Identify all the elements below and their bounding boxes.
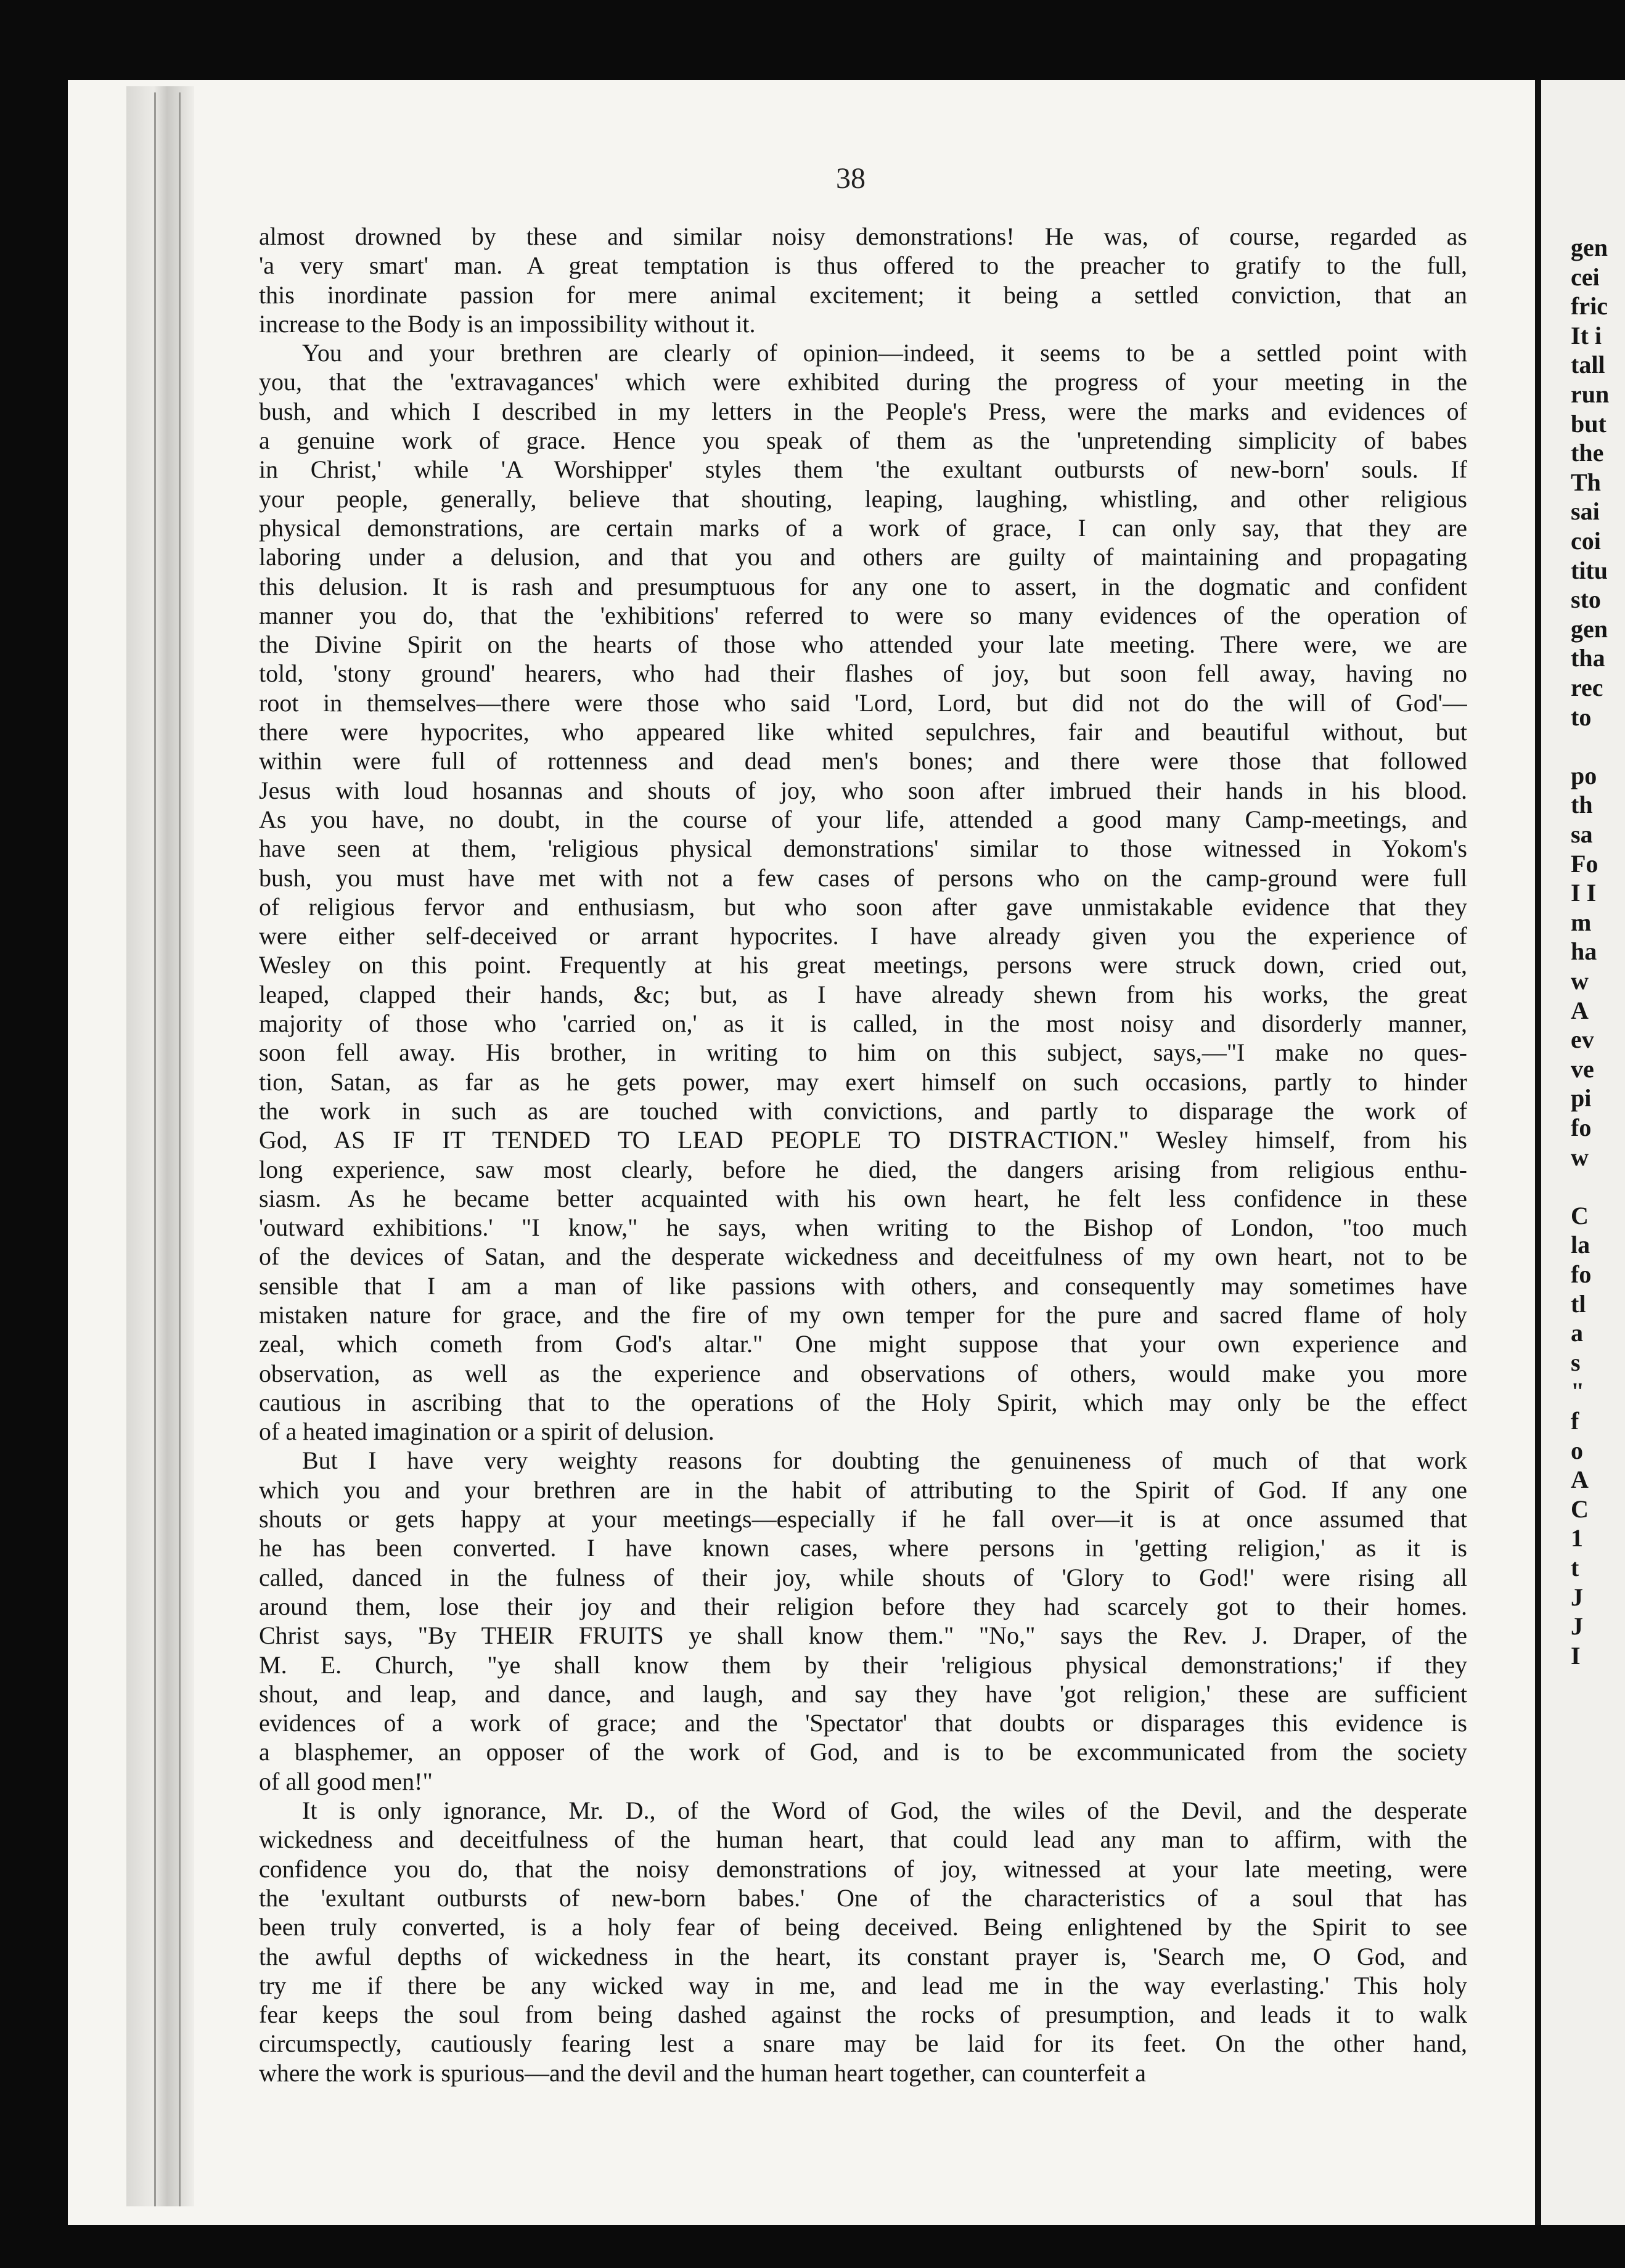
- text-line: bush, and which I described in my letters in the People's Press, were the marks and evidences of: [259, 397, 1467, 425]
- text-line: where the work is spurious—and the devil and the human heart together, can counterfeit a: [259, 2058, 1147, 2087]
- right-page-fragment: 1: [1571, 1524, 1583, 1552]
- right-page-fragment: ": [1571, 1377, 1585, 1406]
- text-line: have seen at them, 'religious physical demonstrations' similar to those witnessed in Yokom's: [259, 834, 1467, 863]
- text-line: try me if there be any wicked way in me, and lead me in the way everlasting.' This holy: [259, 1971, 1467, 1999]
- right-page-fragment: coi: [1571, 527, 1601, 555]
- right-page-fragment: f: [1571, 1407, 1579, 1435]
- text-line: were either self-deceived or arrant hypocrites. I have already given you the experience of: [259, 922, 1467, 950]
- gutter-line: [179, 92, 181, 2206]
- right-page-fragment: I I: [1571, 879, 1597, 907]
- text-line: God, AS IF IT TENDED TO LEAD PEOPLE TO DISTRACTION." Wesley himself, from his: [259, 1126, 1467, 1154]
- text-line: a genuine work of grace. Hence you speak of them as the 'unpretending simplicity of babes: [259, 426, 1467, 455]
- text-line: zeal, which cometh from God's altar." One might suppose that your own experience and: [259, 1330, 1467, 1358]
- text-line: around them, lose their joy and their religion before they had scarcely got to their homes.: [259, 1592, 1467, 1620]
- text-line: 'a very smart' man. A great temptation is thus offered to the preacher to gratify to the full,: [259, 251, 1467, 280]
- right-page-fragment: rec: [1571, 674, 1603, 701]
- right-page-fragment: C: [1571, 1495, 1589, 1523]
- right-page-fragment: J: [1571, 1583, 1583, 1611]
- text-line: the work in such as are touched with convictions, and partly to disparage the work of: [259, 1096, 1467, 1125]
- text-line: the awful depths of wickedness in the heart, its constant prayer is, 'Search me, O God, and: [259, 1942, 1467, 1970]
- right-page-fragment: tha: [1571, 644, 1605, 672]
- text-line: M. E. Church, "ye shall know them by their 'religious physical demonstrations;' if they: [259, 1650, 1467, 1679]
- right-page-fragment: w: [1571, 1143, 1589, 1171]
- right-page-fragment: w: [1571, 967, 1589, 995]
- text-line: a blasphemer, an opposer of the work of God, and is to be excommunicated from the society: [259, 1738, 1467, 1766]
- text-line: mistaken nature for grace, and the fire of my own temper for the pure and sacred flame of holy: [259, 1300, 1467, 1329]
- text-line: confidence you do, that the noisy demonstrations of joy, witnessed at your late meeting, were: [259, 1854, 1467, 1883]
- text-line: It is only ignorance, Mr. D., of the Word of God, the wiles of the Devil, and the desperate: [302, 1797, 1467, 1825]
- right-page-fragment: ve: [1571, 1054, 1594, 1083]
- right-page-fragment: tl: [1571, 1289, 1586, 1318]
- text-line: long experience, saw most clearly, before he died, the dangers arising from religious enthu-: [259, 1155, 1467, 1183]
- right-page-fragment: sto: [1571, 585, 1601, 614]
- text-line: Christ says, "By THEIR FRUITS ye shall know them." "No," says the Rev. J. Draper, of the: [259, 1621, 1467, 1650]
- text-line: this inordinate passion for mere animal excitement; it being a settled conviction, that an: [259, 280, 1467, 309]
- text-line: soon fell away. His brother, in writing to him on this subject, says,—"I make no ques-: [259, 1038, 1467, 1067]
- right-page-fragment: fo: [1571, 1114, 1592, 1141]
- text-line: Jesus with loud hosannas and shouts of joy, who soon after imbrued their hands in his blood.: [259, 776, 1467, 804]
- text-line: there were hypocrites, who appeared like whited sepulchres, fair and beautiful without, but: [259, 718, 1467, 746]
- text-line: circumspectly, cautiously fearing lest a snare may be laid for its feet. On the other hand,: [259, 2029, 1467, 2058]
- text-line: leaped, clapped their hands, &c; but, as I have already shewn from his works, the great: [259, 980, 1467, 1008]
- right-page-fragment: sai: [1571, 497, 1600, 526]
- text-line: told, 'stony ground' hearers, who had their flashes of joy, but soon fell away, having no: [259, 659, 1467, 688]
- text-line: observation, as well as the experience and observations of others, would make you more: [259, 1359, 1467, 1387]
- text-line: siasm. As he became better acquainted with his own heart, he felt less confidence in these: [259, 1184, 1467, 1212]
- text-line: physical demonstrations, are certain marks of a work of grace, I can only say, that they are: [259, 513, 1467, 542]
- body-text: [259, 222, 1467, 2087]
- right-page-fragment: fric: [1571, 292, 1608, 320]
- right-page-fragment: It i: [1571, 321, 1602, 349]
- right-page-fragment: m: [1571, 908, 1592, 936]
- text-line: been truly converted, is a holy fear of being deceived. Being enlightened by the Spirit to see: [259, 1913, 1467, 1941]
- text-line: within were full of rottenness and dead men's bones; and there were those that followed: [259, 747, 1467, 775]
- text-line: evidences of a work of grace; and the 'Spectator' that doubts or disparages this evidence is: [259, 1709, 1467, 1737]
- right-page-fragment: th: [1571, 791, 1593, 819]
- text-line: he has been converted. I have known cases, where persons in 'getting religion,' as it is: [259, 1534, 1467, 1562]
- text-line: Wesley on this point. Frequently at his great meetings, persons were struck down, cried out,: [259, 951, 1467, 979]
- right-page-fragment: C: [1571, 1201, 1589, 1230]
- text-line: shout, and leap, and dance, and laugh, and say they have 'got religion,' these are sufficient: [259, 1679, 1467, 1708]
- right-page-fragment: fo: [1571, 1260, 1592, 1288]
- gutter-line: [154, 92, 156, 2206]
- right-page-fragment: o: [1571, 1436, 1583, 1464]
- right-page-fragment: ha: [1571, 937, 1597, 966]
- text-line: this delusion. It is rash and presumptuous for any one to assert, in the dogmatic and confident: [259, 572, 1467, 600]
- text-line: which you and your brethren are in the habit of attributing to the Spirit of God. If any one: [259, 1475, 1467, 1504]
- right-page-fragment: but: [1571, 409, 1607, 438]
- right-page-fragment: gen: [1571, 234, 1608, 261]
- text-line: shouts or gets happy at your meetings—especially if he fall over—it is at once assumed that: [259, 1505, 1467, 1533]
- right-page-fragment: A: [1571, 996, 1589, 1024]
- text-line: 'outward exhibitions.' "I know," he says, when writing to the Bishop of London, "too much: [259, 1214, 1467, 1242]
- text-line: cautious in ascribing that to the operations of the Holy Spirit, which may only be the effect: [259, 1388, 1467, 1416]
- page-gutter: [126, 86, 194, 2206]
- text-line: of religious fervor and enthusiasm, but who soon after gave unmistakable evidence that they: [259, 892, 1467, 921]
- text-line: called, danced in the fulness of their joy, while shouts of 'Glory to God!' were rising all: [259, 1563, 1467, 1591]
- text-line: laboring under a delusion, and that you and others are guilty of maintaining and propagating: [259, 543, 1467, 571]
- right-page-fragment: J: [1571, 1612, 1583, 1641]
- right-page-fragment: t: [1571, 1554, 1579, 1581]
- text-line: bush, you must have met with not a few cases of persons who on the camp-ground were full: [259, 863, 1467, 892]
- text-line: But I have very weighty reasons for doubting the genuineness of much of that work: [302, 1446, 1467, 1475]
- right-page-fragment: Fo: [1571, 849, 1598, 878]
- right-page-fragment: ev: [1571, 1026, 1594, 1054]
- text-line: manner you do, that the 'exhibitions' referred to were so many evidences of the operation of: [259, 601, 1467, 629]
- text-line: You and your brethren are clearly of opinion—indeed, it seems to be a settled point with: [302, 339, 1467, 367]
- text-line: increase to the Body is an impossibility without it.: [259, 309, 756, 338]
- right-page-fragment: run: [1571, 380, 1610, 408]
- text-line: fear keeps the soul from being dashed against the rocks of presumption, and leads it to walk: [259, 2001, 1467, 2029]
- right-page-fragment: cei: [1571, 263, 1600, 291]
- text-line: the 'exultant outbursts of new-born babes.' One of the characteristics of a soul that has: [259, 1883, 1467, 1912]
- right-page-fragment: a: [1571, 1319, 1583, 1347]
- right-page-fragment: pi: [1571, 1084, 1592, 1112]
- text-line: wickedness and deceitfulness of the human heart, that could lead any man to affirm, with the: [259, 1825, 1467, 1854]
- right-page-fragment: tall: [1571, 351, 1605, 379]
- page-separator: [1535, 80, 1541, 2225]
- right-page-fragment: la: [1571, 1231, 1590, 1259]
- text-line: As you have, no doubt, in the course of your life, attended a good many Camp-meetings, and: [259, 805, 1467, 833]
- text-line: you, that the 'extravagances' which were exhibited during the progress of your meeting in the: [259, 368, 1467, 396]
- right-page-fragment: the: [1571, 439, 1604, 467]
- text-line: of all good men!": [259, 1767, 433, 1795]
- right-page-fragment: Th: [1571, 468, 1601, 496]
- right-page-fragment: I: [1571, 1641, 1581, 1670]
- right-page-fragment: A: [1571, 1466, 1589, 1494]
- text-line: of the devices of Satan, and the desperate wickedness and deceitfulness of my own heart, not to be: [259, 1242, 1467, 1271]
- text-line: majority of those who 'carried on,' as it is called, in the most noisy and disorderly manner,: [259, 1010, 1467, 1038]
- text-line: of a heated imagination or a spirit of delusion.: [259, 1418, 714, 1446]
- right-page-fragment: s: [1571, 1348, 1581, 1376]
- text-line: almost drowned by these and similar noisy demonstrations! He was, of course, regarded as: [259, 222, 1467, 250]
- text-line: root in themselves—there were those who said 'Lord, Lord, but did not do the will of God'—: [259, 688, 1467, 717]
- text-line: in Christ,' while 'A Worshipper' styles them 'the exultant outbursts of new-born' souls. If: [259, 455, 1467, 484]
- text-line: sensible that I am a man of like passions with others, and consequently may sometimes have: [259, 1271, 1467, 1300]
- text-line: tion, Satan, as far as he gets power, may exert himself on such occasions, partly to hinder: [259, 1067, 1467, 1096]
- text-line: your people, generally, believe that shouting, leaping, laughing, whistling, and other religious: [259, 484, 1467, 513]
- right-page-fragment: sa: [1571, 820, 1593, 848]
- right-page-fragment: to: [1571, 703, 1592, 731]
- text-line: the Divine Spirit on the hearts of those who attended your late meeting. There were, we are: [259, 630, 1467, 659]
- right-page-fragment: gen: [1571, 614, 1608, 643]
- right-page-fragment: po: [1571, 761, 1597, 789]
- right-page-fragment: titu: [1571, 556, 1608, 584]
- page-number: 38: [836, 162, 866, 195]
